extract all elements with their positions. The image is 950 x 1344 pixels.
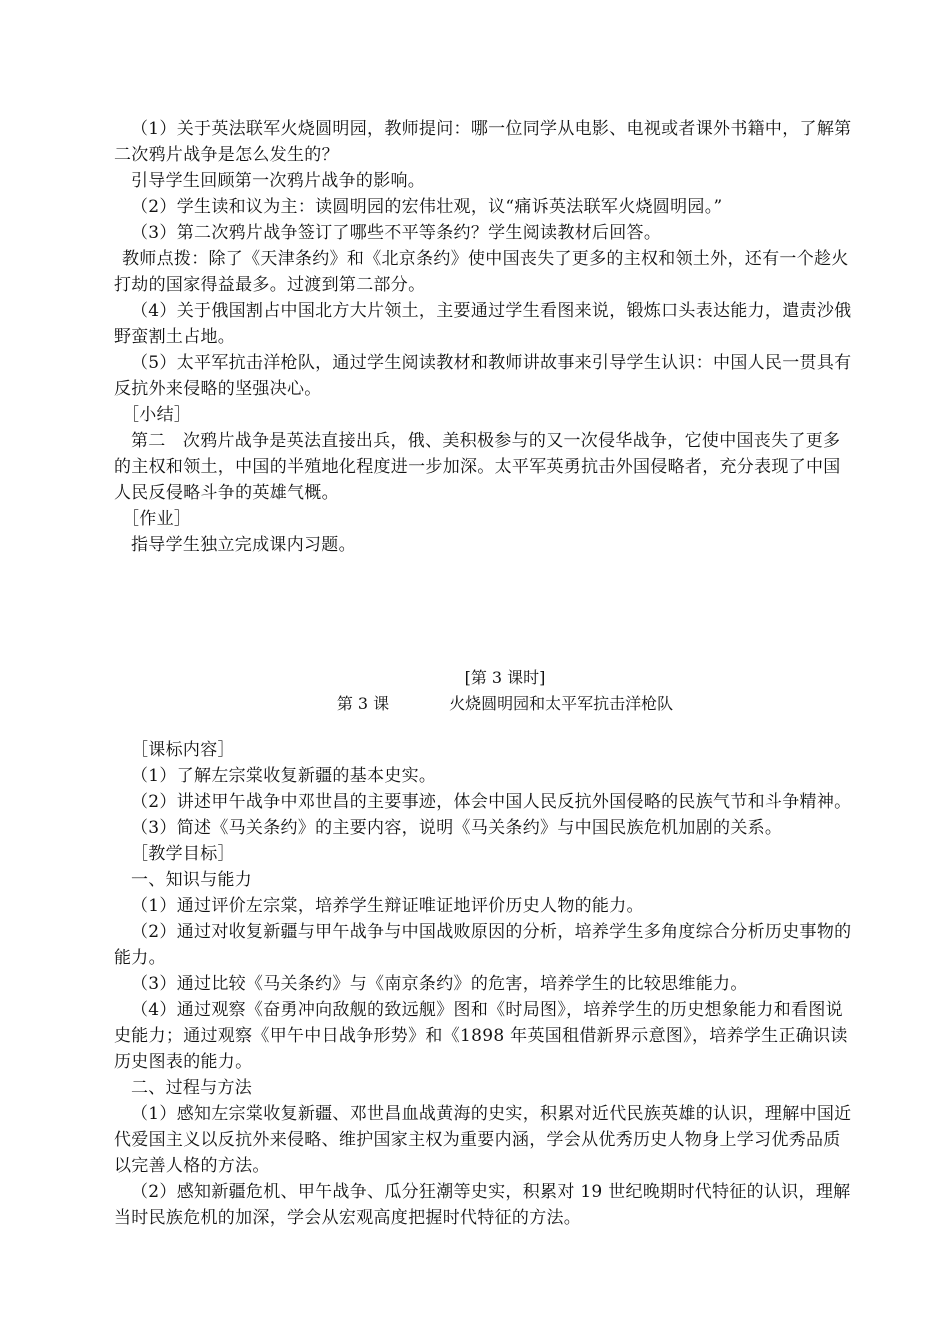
paragraph: （4）通过观察《奋勇冲向敌舰的致远舰》图和《时局图》，培养学生的历史想象能力和看图说史能力；通过观察《甲午中日战争形势》和《1898 年英国租借新界示意图》，培养学生正确识读历史图表的能力。 — [114, 1000, 848, 1072]
paragraph: （3）简述《马关条约》的主要内容，说明《马关条约》与中国民族危机加剧的关系。 — [131, 818, 783, 838]
paragraph: （1）了解左宗棠收复新疆的基本史实。 — [131, 766, 437, 786]
period-label: [第 3 课时] — [464, 668, 546, 687]
summary-text: 第二 次鸦片战争是英法直接出兵，俄、美积极参与的又一次侵华战争，它使中国丧失了更多的主权和领土，中国的半殖地化程度进一步加深。太平军英勇抗击外国侵略者，充分表现了中国人民反侵略斗争的英雄气概。 — [114, 431, 841, 503]
paragraph: （3）第二次鸦片战争签订了哪些不平等条约？学生阅读教材后回答。 — [131, 223, 662, 243]
summary-heading: ［小结］ — [122, 405, 192, 425]
homework-heading: ［作业］ — [122, 509, 192, 529]
paragraph: （5）太平军抗击洋枪队，通过学生阅读教材和教师讲故事来引导学生认识：中国人民一贯具有反抗外来侵略的坚强决心。 — [114, 353, 852, 399]
paragraph: （2）感知新疆危机、甲午战争、瓜分狂潮等史实，积累对 19 世纪晚期时代特征的认识，理解当时民族危机的加深，学会从宏观高度把握时代特征的方法。 — [114, 1182, 851, 1228]
paragraph: 教师点拨：除了《天津条约》和《北京条约》使中国丧失了更多的主权和领土外，还有一个趁火打劫的国家得益最多。过渡到第二部分。 — [114, 249, 849, 295]
paragraph: （1）感知左宗棠收复新疆、邓世昌血战黄海的史实，积累对近代民族英雄的认识，理解中国近代爱国主义以反抗外来侵略、维护国家主权为重要内涵，学会从优秀历史人物身上学习优秀品质以完善人格的方法。 — [114, 1104, 852, 1176]
lesson-process-section — [114, 116, 856, 558]
paragraph: 引导学生回顾第一次鸦片战争的影响。 — [131, 171, 426, 191]
curriculum-section — [114, 737, 856, 1231]
paragraph: （2）通过对收复新疆与甲午战争与中国战败原因的分析，培养学生多角度综合分析历史事物的能力。 — [114, 922, 852, 968]
subsection-heading: 二、过程与方法 — [131, 1078, 253, 1098]
homework-text: 指导学生独立完成课内习题。 — [131, 535, 356, 555]
paragraph: （2）学生读和议为主：读圆明园的宏伟壮观，议“痛诉英法联军火烧圆明园。” — [131, 197, 723, 217]
lesson-title: 火烧圆明园和太平军抗击洋枪队 — [449, 694, 674, 713]
curriculum-heading: ［课标内容］ — [131, 740, 235, 760]
document-page — [114, 116, 856, 1231]
paragraph: （1）关于英法联军火烧圆明园，教师提问：哪一位同学从电影、电视或者课外书籍中，了解第二次鸦片战争是怎么发生的？ — [114, 119, 852, 165]
lesson-number: 第 3 课 — [336, 694, 390, 713]
paragraph: （2）讲述甲午战争中邓世昌的主要事迹，体会中国人民反抗外国侵略的民族气节和斗争精神。 — [131, 792, 852, 812]
lesson-heading — [114, 665, 856, 717]
paragraph: （4）关于俄国割占中国北方大片领土，主要通过学生看图来说，锻炼口头表达能力，遣责沙俄野蛮割土占地。 — [114, 301, 852, 347]
paragraph: （3）通过比较《马关条约》与《南京条约》的危害，培养学生的比较思维能力。 — [131, 974, 748, 994]
lesson-title-line — [114, 691, 856, 717]
paragraph: （1）通过评价左宗棠，培养学生辩证唯证地评价历史人物的能力。 — [131, 896, 644, 916]
subsection-heading: 一、知识与能力 — [131, 870, 253, 890]
objectives-heading: ［教学目标］ — [131, 844, 235, 864]
